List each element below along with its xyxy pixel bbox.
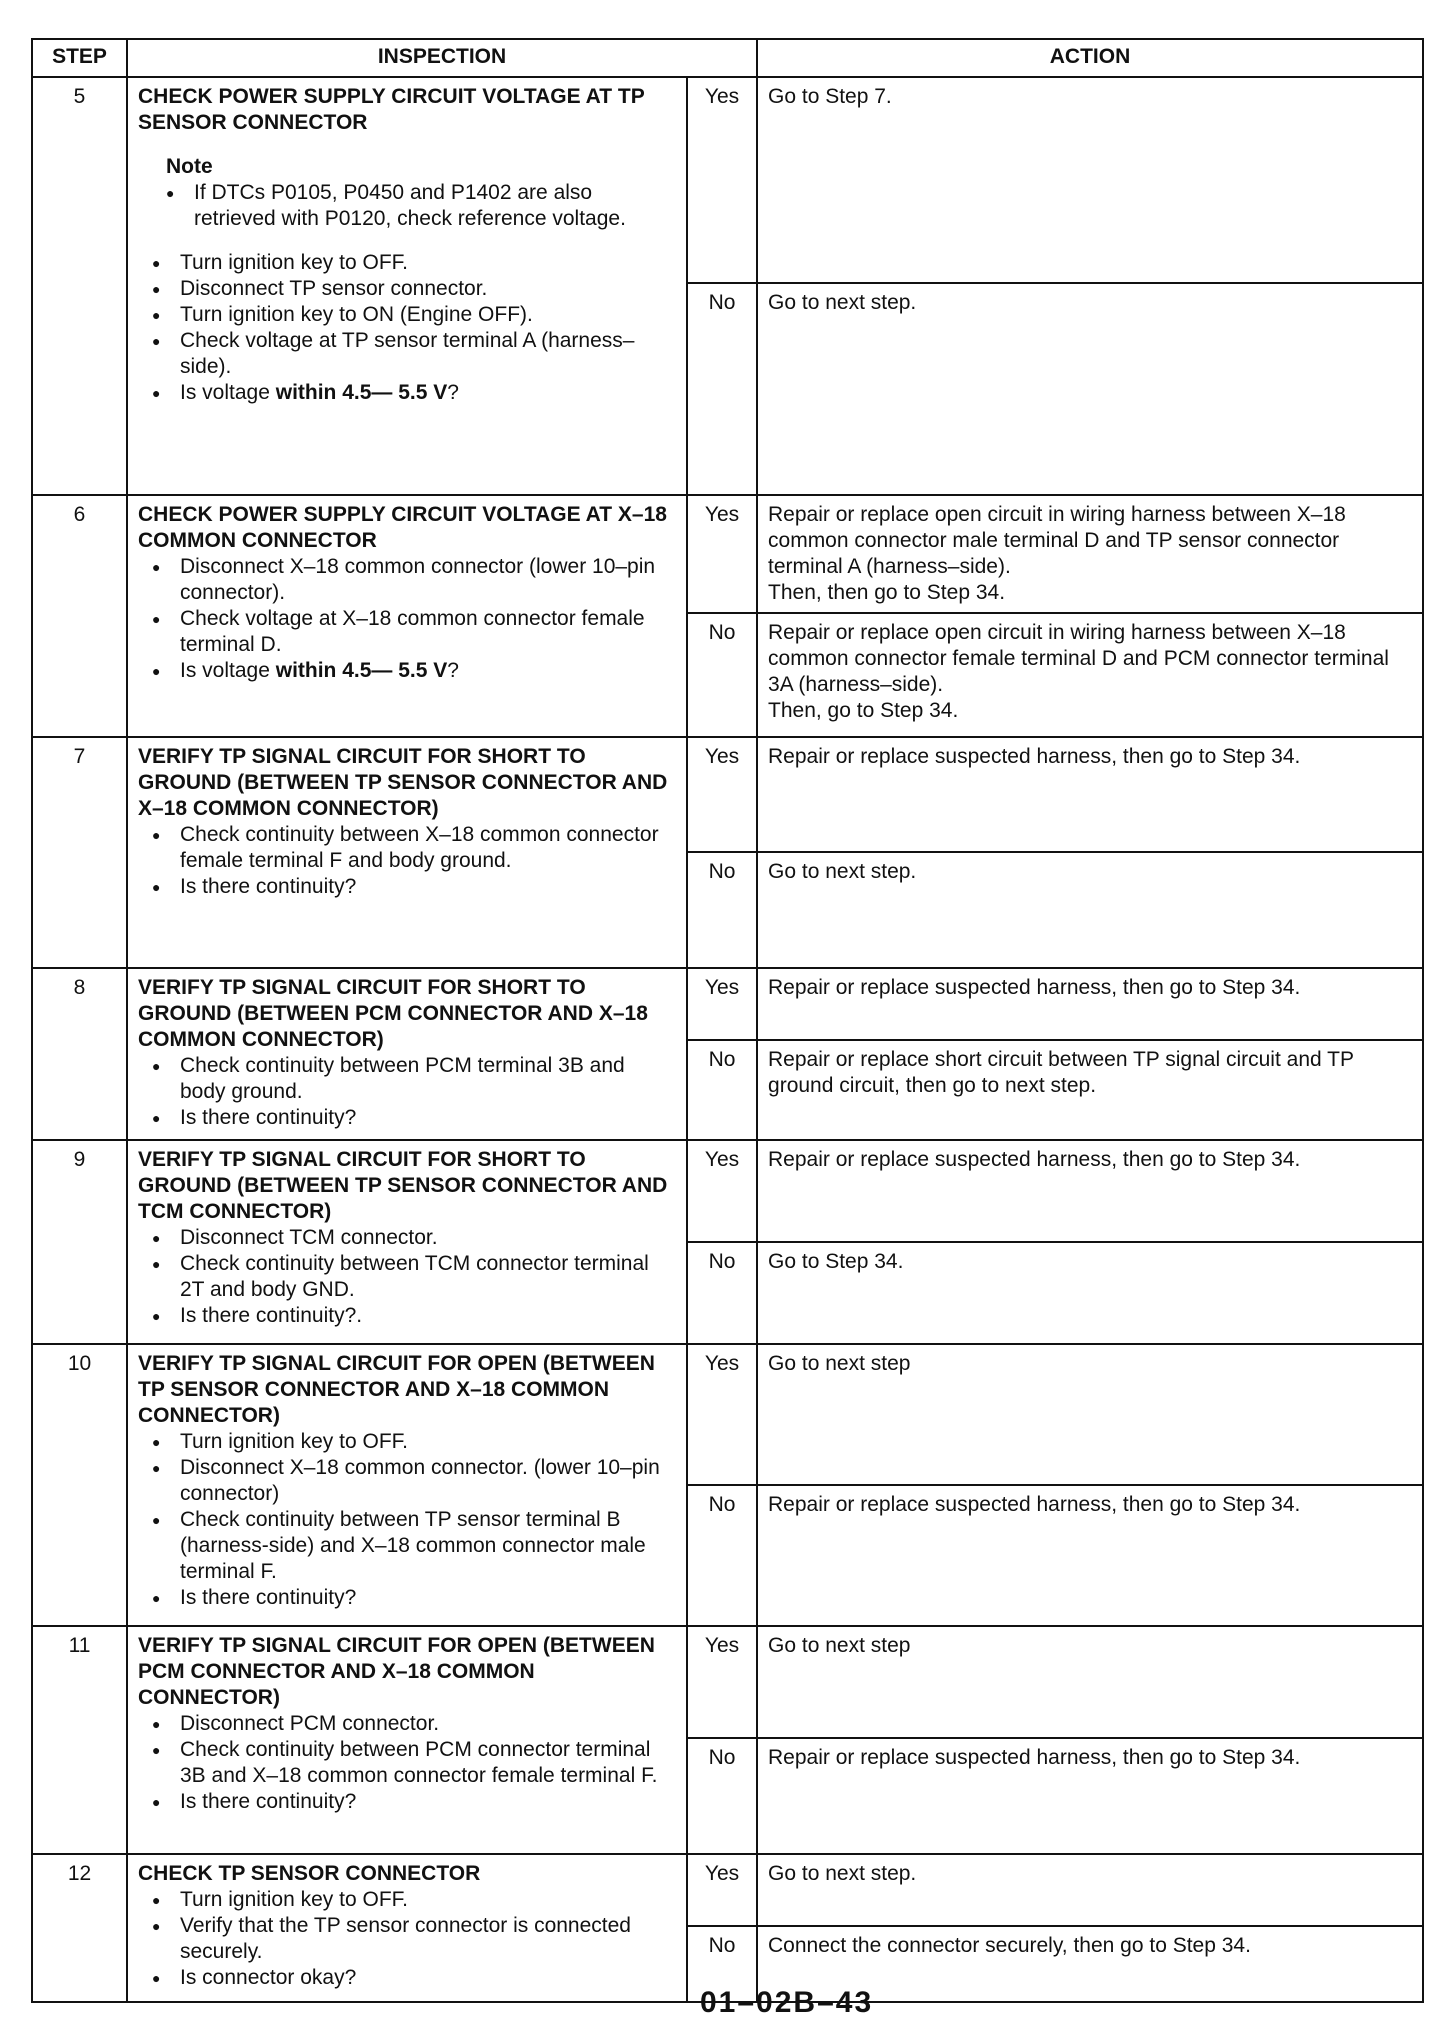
list-item: ● Check continuity between PCM terminal 3B and body ground. [152, 1053, 676, 1105]
header-inspection: INSPECTION [127, 39, 757, 77]
list-item: ● Turn ignition key to OFF. [152, 1887, 676, 1913]
yes-action: Repair or replace suspected harness, then go to Step 34. [757, 968, 1423, 1040]
inspection-cell [127, 77, 687, 495]
inspection-cell [127, 1344, 687, 1626]
list-item: ● Disconnect TCM connector. [152, 1225, 676, 1251]
list-item [152, 380, 676, 406]
no-action: Repair or replace suspected harness, then go to Step 34. [757, 1738, 1423, 1854]
step-number: 12 [32, 1854, 127, 2002]
question-mark: ? [447, 381, 459, 404]
header-action: ACTION [757, 39, 1423, 77]
no-action: Repair or replace short circuit between TP signal circuit and TP ground circuit, then go to next step. [757, 1040, 1423, 1140]
table-row [32, 1140, 1423, 1242]
question-text: Is voltage [180, 381, 276, 404]
yes-action: Go to Step 7. [757, 77, 1423, 283]
list-item: ● Is there continuity? [152, 1105, 676, 1131]
table-row [32, 1854, 1423, 1926]
yes-action: Go to next step [757, 1344, 1423, 1485]
step-number: 10 [32, 1344, 127, 1626]
table-row [32, 495, 1423, 613]
header-step: STEP [32, 39, 127, 77]
yes-label: Yes [687, 1344, 757, 1485]
yes-label: Yes [687, 495, 757, 613]
list-item: ● Is connector okay? [152, 1965, 676, 1991]
note [138, 136, 676, 242]
inspection-title: VERIFY TP SIGNAL CIRCUIT FOR SHORT TO GROUND (BETWEEN TP SENSOR CONNECTOR AND X–18 COMMON CONNECTOR) [138, 745, 668, 820]
inspection-cell [127, 737, 687, 968]
inspection-title: VERIFY TP SIGNAL CIRCUIT FOR OPEN (BETWEEN TP SENSOR CONNECTOR AND X–18 COMMON CONNECTOR) [138, 1352, 655, 1427]
diagnostic-table [31, 38, 1424, 2003]
list-item: ● Turn ignition key to OFF. [152, 1429, 676, 1455]
inspection-cell [127, 1626, 687, 1854]
table-header-row [32, 39, 1423, 77]
yes-action: Go to next step [757, 1626, 1423, 1738]
no-label: No [687, 613, 757, 737]
table-row [32, 1626, 1423, 1738]
no-action: Connect the connector securely, then go to Step 34. [757, 1926, 1423, 2002]
inspection-cell [127, 968, 687, 1140]
list-item: ● Is there continuity? [152, 1789, 676, 1815]
inspection-title: CHECK POWER SUPPLY CIRCUIT VOLTAGE AT TP SENSOR CONNECTOR [138, 85, 645, 134]
question-text: Is voltage [180, 659, 276, 682]
inspection-title: VERIFY TP SIGNAL CIRCUIT FOR SHORT TO GROUND (BETWEEN TP SENSOR CONNECTOR AND TCM CONNECTOR) [138, 1148, 668, 1223]
no-action: Go to Step 34. [757, 1242, 1423, 1344]
yes-action: Repair or replace suspected harness, then go to Step 34. [757, 737, 1423, 852]
no-label: No [687, 852, 757, 968]
inspection-title: CHECK POWER SUPPLY CIRCUIT VOLTAGE AT X–18 COMMON CONNECTOR [138, 503, 667, 552]
note-heading: Note [166, 155, 213, 178]
table-row [32, 737, 1423, 852]
no-label: No [687, 1738, 757, 1854]
list-item: ● Check continuity between PCM connector terminal 3B and X–18 common connector female terminal F. [152, 1737, 676, 1789]
question-mark: ? [447, 659, 459, 682]
no-action: Repair or replace suspected harness, then go to Step 34. [757, 1485, 1423, 1626]
no-label: No [687, 1242, 757, 1344]
inspection-title: CHECK TP SENSOR CONNECTOR [138, 1862, 481, 1885]
list-item: ● Is there continuity? [152, 874, 676, 900]
step-number: 5 [32, 77, 127, 495]
list-item: ● Check voltage at TP sensor terminal A (harness–side). [152, 328, 676, 380]
list-item: ● Check continuity between TP sensor terminal B (harness-side) and X–18 common connector male terminal F. [152, 1507, 676, 1585]
list-item: ● Check voltage at X–18 common connector female terminal D. [152, 606, 676, 658]
yes-action: Repair or replace open circuit in wiring harness between X–18 common connector male terminal D and TP sensor connector terminal A (harness–side). Then, then go to Step 34. [757, 495, 1423, 613]
step-number: 11 [32, 1626, 127, 1854]
page-number: 01–02B–43 [700, 1986, 874, 2019]
yes-action: Go to next step. [757, 1854, 1423, 1926]
list-item: ● If DTCs P0105, P0450 and P1402 are also retrieved with P0120, check reference voltage. [166, 180, 676, 232]
yes-label: Yes [687, 1854, 757, 1926]
list-item: ● Disconnect X–18 common connector. (lower 10–pin connector) [152, 1455, 676, 1507]
yes-label: Yes [687, 737, 757, 852]
inspection-cell [127, 1854, 687, 2002]
no-action: Repair or replace open circuit in wiring harness between X–18 common connector female terminal D and PCM connector terminal 3A (harness–side). Then, go to Step 34. [757, 613, 1423, 737]
table-row [32, 968, 1423, 1040]
list-item: ● Disconnect PCM connector. [152, 1711, 676, 1737]
step-number: 7 [32, 737, 127, 968]
no-label: No [687, 1926, 757, 2002]
list-item: ● Turn ignition key to ON (Engine OFF). [152, 302, 676, 328]
table-row [32, 77, 1423, 283]
list-item: ● Verify that the TP sensor connector is connected securely. [152, 1913, 676, 1965]
yes-label: Yes [687, 1626, 757, 1738]
yes-label: Yes [687, 77, 757, 283]
list-item: ● Check continuity between X–18 common connector female terminal F and body ground. [152, 822, 676, 874]
no-label: No [687, 1485, 757, 1626]
question-criteria: within 4.5— 5.5 V [275, 381, 448, 404]
inspection-cell [127, 495, 687, 737]
no-action: Go to next step. [757, 283, 1423, 495]
step-number: 8 [32, 968, 127, 1140]
list-item [152, 658, 676, 684]
list-item: ● Turn ignition key to OFF. [152, 250, 676, 276]
inspection-title: VERIFY TP SIGNAL CIRCUIT FOR SHORT TO GROUND (BETWEEN PCM CONNECTOR AND X–18 COMMON CONNECTOR) [138, 976, 648, 1051]
table-row [32, 1344, 1423, 1485]
step-number: 6 [32, 495, 127, 737]
yes-label: Yes [687, 968, 757, 1040]
yes-action: Repair or replace suspected harness, then go to Step 34. [757, 1140, 1423, 1242]
yes-label: Yes [687, 1140, 757, 1242]
inspection-title: VERIFY TP SIGNAL CIRCUIT FOR OPEN (BETWEEN PCM CONNECTOR AND X–18 COMMON CONNECTOR) [138, 1634, 655, 1709]
list-item: ● Disconnect TP sensor connector. [152, 276, 676, 302]
list-item: ● Is there continuity?. [152, 1303, 676, 1329]
question-criteria: within 4.5— 5.5 V [275, 659, 448, 682]
no-label: No [687, 283, 757, 495]
list-item: ● Is there continuity? [152, 1585, 676, 1611]
list-item: ● Check continuity between TCM connector terminal 2T and body GND. [152, 1251, 676, 1303]
inspection-cell [127, 1140, 687, 1344]
no-label: No [687, 1040, 757, 1140]
no-action: Go to next step. [757, 852, 1423, 968]
list-item: ● Disconnect X–18 common connector (lower 10–pin connector). [152, 554, 676, 606]
step-number: 9 [32, 1140, 127, 1344]
